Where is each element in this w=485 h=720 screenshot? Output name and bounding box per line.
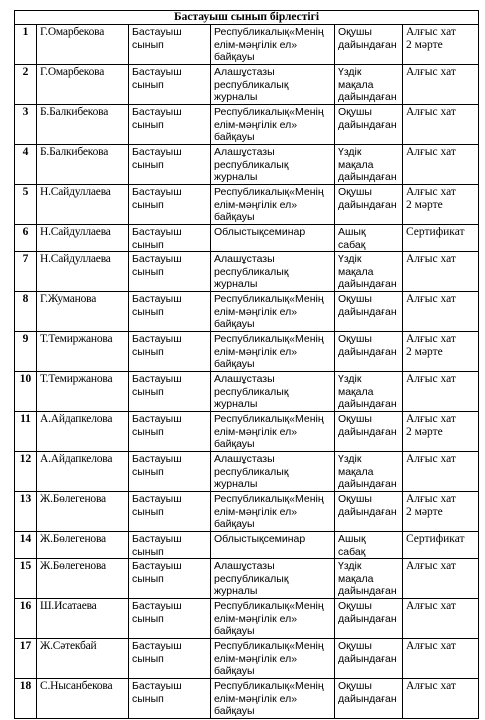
teacher-name: Н.Сайдуллаева [37, 252, 129, 292]
level-line: сынып [132, 692, 164, 705]
row-number: 7 [15, 252, 37, 292]
row-number: 9 [15, 332, 37, 372]
event-line: республикалық [214, 265, 289, 278]
table-row [15, 639, 479, 679]
role-line: мақала [338, 158, 374, 171]
role-line: дайындаған [338, 305, 397, 318]
row-number: 13 [15, 492, 37, 532]
event-line: республикалық [214, 385, 289, 398]
level-line: сынып [132, 652, 164, 665]
event-cell [211, 145, 335, 185]
role-cell [335, 372, 403, 412]
role-line: дайындаған [338, 171, 397, 183]
level-cell [129, 65, 211, 105]
level-line: Бастауыш [132, 66, 182, 78]
teacher-name: Г.Омарбекова [37, 25, 129, 65]
level-cell [129, 225, 211, 252]
role-line: дайындаған [338, 612, 397, 625]
role-cell [335, 532, 403, 559]
event-line: елім-мәңгілік ел» [214, 345, 298, 358]
role-line: дайындаған [338, 398, 397, 410]
event-line: байқауы [214, 705, 255, 717]
level-cell [129, 292, 211, 332]
event-line: Алашұстазы [214, 146, 275, 158]
event-line: байқауы [214, 518, 255, 530]
row-number: 6 [15, 225, 37, 252]
level-line: Бастауыш [132, 226, 182, 238]
event-cell [211, 25, 335, 65]
role-line: Оқушы [338, 680, 372, 692]
teacher-name: Ж.Бөлегенова [37, 559, 129, 599]
event-line: Алашұстазы [214, 253, 275, 265]
role-line: дайындаған [338, 198, 397, 211]
level-line: Бастауыш [132, 600, 182, 612]
teacher-name: А.Айдапкелова [37, 412, 129, 452]
level-line: Бастауыш [132, 146, 182, 158]
level-cell [129, 252, 211, 292]
award-cell [403, 252, 479, 292]
event-line: республикалық [214, 465, 289, 478]
teacher-name: Т.Темиржанова [37, 372, 129, 412]
event-line: журналы [214, 91, 258, 103]
event-line: байқауы [214, 131, 255, 143]
award-line: 2 мәрте [406, 199, 443, 211]
award-line: Алғыс хат [406, 333, 456, 345]
role-line: дайындаған [338, 38, 397, 51]
role-cell [335, 412, 403, 452]
table-row [15, 412, 479, 452]
level-line: Бастауыш [132, 453, 182, 465]
document-page [14, 10, 478, 719]
teacher-name: Ж.Бөлегенова [37, 492, 129, 532]
event-line: байқауы [214, 318, 255, 330]
event-line: Республикалық«Менің [214, 413, 324, 425]
teacher-name: Б.Балкибекова [37, 105, 129, 145]
row-number: 18 [15, 679, 37, 719]
level-line: Бастауыш [132, 533, 182, 545]
award-line: Алғыс хат [406, 66, 456, 78]
level-line: Бастауыш [132, 186, 182, 198]
table-row [15, 225, 479, 252]
award-line: 2 мәрте [406, 426, 443, 438]
role-line: Үздік [338, 373, 362, 385]
table-row [15, 559, 479, 599]
teacher-name: Г.Омарбекова [37, 65, 129, 105]
level-line: сынып [132, 345, 164, 358]
award-cell [403, 412, 479, 452]
table-row [15, 452, 479, 492]
role-line: Оқушы [338, 186, 372, 198]
award-cell [403, 185, 479, 225]
event-cell [211, 372, 335, 412]
event-line: Республикалық«Менің [214, 640, 324, 652]
event-line: елім-мәңгілік ел» [214, 38, 298, 51]
level-line: Бастауыш [132, 26, 182, 38]
level-line: сынып [132, 545, 164, 558]
role-line: Оқушы [338, 293, 372, 305]
role-line: Үздік [338, 146, 362, 158]
event-cell [211, 292, 335, 332]
role-line: мақала [338, 265, 374, 278]
role-cell [335, 145, 403, 185]
teacher-name: А.Айдапкелова [37, 452, 129, 492]
event-line: Алашұстазы [214, 560, 275, 572]
event-line: елім-мәңгілік ел» [214, 612, 298, 625]
event-line: журналы [214, 585, 258, 597]
role-line: дайындаған [338, 505, 397, 518]
table-body [15, 25, 479, 719]
event-line: Республикалық«Менің [214, 600, 324, 612]
level-cell [129, 532, 211, 559]
award-cell [403, 332, 479, 372]
level-line: сынып [132, 385, 164, 398]
award-line: Алғыс хат [406, 680, 456, 692]
level-line: Бастауыш [132, 373, 182, 385]
event-line: байқауы [214, 51, 255, 63]
level-line: Бастауыш [132, 640, 182, 652]
table-row [15, 65, 479, 105]
role-cell [335, 679, 403, 719]
level-cell [129, 412, 211, 452]
level-line: сынып [132, 505, 164, 518]
award-line: Алғыс хат [406, 640, 456, 652]
level-line: Бастауыш [132, 333, 182, 345]
table-row [15, 252, 479, 292]
level-line: Бастауыш [132, 106, 182, 118]
event-line: байқауы [214, 438, 255, 450]
event-line: Облыстықсеминар [214, 533, 306, 545]
role-cell [335, 65, 403, 105]
role-cell [335, 492, 403, 532]
role-line: Үздік [338, 453, 362, 465]
award-line: Алғыс хат [406, 146, 456, 158]
role-line: дайындаған [338, 425, 397, 438]
award-line: 2 мәрте [406, 346, 443, 358]
award-cell [403, 65, 479, 105]
event-line: Алашұстазы [214, 66, 275, 78]
role-line: дайындаған [338, 652, 397, 665]
award-cell [403, 599, 479, 639]
row-number: 3 [15, 105, 37, 145]
role-cell [335, 185, 403, 225]
level-cell [129, 25, 211, 65]
level-line: сынып [132, 238, 164, 251]
level-cell [129, 492, 211, 532]
level-line: сынып [132, 265, 164, 278]
event-cell [211, 532, 335, 559]
award-cell [403, 292, 479, 332]
event-cell [211, 185, 335, 225]
table-row [15, 599, 479, 639]
award-cell [403, 145, 479, 185]
event-cell [211, 639, 335, 679]
table-row [15, 332, 479, 372]
role-line: мақала [338, 572, 374, 585]
event-line: Алашұстазы [214, 373, 275, 385]
role-cell [335, 452, 403, 492]
role-cell [335, 332, 403, 372]
level-line: сынып [132, 612, 164, 625]
role-cell [335, 292, 403, 332]
table-row [15, 292, 479, 332]
teacher-name: Г.Жуманова [37, 292, 129, 332]
level-cell [129, 599, 211, 639]
event-line: байқауы [214, 211, 255, 223]
event-line: елім-мәңгілік ел» [214, 118, 298, 131]
teacher-name: Ж.Сәтекбай [37, 639, 129, 679]
event-line: елім-мәңгілік ел» [214, 692, 298, 705]
level-line: сынып [132, 158, 164, 171]
event-line: байқауы [214, 665, 255, 677]
level-line: сынып [132, 425, 164, 438]
award-line: Алғыс хат [406, 493, 456, 505]
role-line: дайындаған [338, 278, 397, 290]
award-line: 2 мәрте [406, 506, 443, 518]
award-cell [403, 639, 479, 679]
event-line: Республикалық«Менің [214, 493, 324, 505]
event-line: Республикалық«Менің [214, 186, 324, 198]
role-line: сабақ [338, 238, 366, 251]
award-line: Алғыс хат [406, 413, 456, 425]
role-cell [335, 559, 403, 599]
event-line: республикалық [214, 158, 289, 171]
event-line: журналы [214, 278, 258, 290]
event-line: республикалық [214, 572, 289, 585]
role-line: мақала [338, 465, 374, 478]
row-number: 8 [15, 292, 37, 332]
event-line: Республикалық«Менің [214, 293, 324, 305]
role-line: Оқушы [338, 640, 372, 652]
level-cell [129, 559, 211, 599]
teacher-name: Б.Балкибекова [37, 145, 129, 185]
role-line: дайындаған [338, 345, 397, 358]
event-line: елім-мәңгілік ел» [214, 425, 298, 438]
title-row [15, 11, 479, 25]
event-line: республикалық [214, 78, 289, 91]
role-line: Үздік [338, 560, 362, 572]
role-line: Үздік [338, 66, 362, 78]
row-number: 10 [15, 372, 37, 412]
table-row [15, 25, 479, 65]
event-cell [211, 105, 335, 145]
row-number: 2 [15, 65, 37, 105]
award-line: Алғыс хат [406, 560, 456, 572]
event-cell [211, 679, 335, 719]
association-table [14, 10, 479, 719]
event-cell [211, 332, 335, 372]
role-line: Оқушы [338, 106, 372, 118]
event-line: елім-мәңгілік ел» [214, 198, 298, 211]
role-line: Оқушы [338, 333, 372, 345]
teacher-name: Н.Сайдуллаева [37, 225, 129, 252]
level-cell [129, 185, 211, 225]
role-cell [335, 599, 403, 639]
role-line: мақала [338, 78, 374, 91]
teacher-name: С.Нысанбекова [37, 679, 129, 719]
table-title: Бастауыш сынып бірлестігі [15, 11, 479, 25]
event-line: Республикалық«Менің [214, 333, 324, 345]
table-row [15, 372, 479, 412]
event-line: Облыстықсеминар [214, 226, 306, 238]
level-line: Бастауыш [132, 680, 182, 692]
level-line: Бастауыш [132, 413, 182, 425]
table-row [15, 145, 479, 185]
role-line: Ашық [338, 226, 366, 238]
role-line: Оқушы [338, 600, 372, 612]
level-cell [129, 452, 211, 492]
role-cell [335, 105, 403, 145]
event-cell [211, 599, 335, 639]
award-line: Алғыс хат [406, 293, 456, 305]
level-line: сынып [132, 305, 164, 318]
teacher-name: Ж.Бөлегенова [37, 532, 129, 559]
award-cell [403, 492, 479, 532]
event-cell [211, 559, 335, 599]
level-cell [129, 105, 211, 145]
row-number: 11 [15, 412, 37, 452]
row-number: 1 [15, 25, 37, 65]
event-line: елім-мәңгілік ел» [214, 305, 298, 318]
level-cell [129, 332, 211, 372]
role-line: Оқушы [338, 493, 372, 505]
table-row [15, 492, 479, 532]
event-line: байқауы [214, 625, 255, 637]
event-line: елім-мәңгілік ел» [214, 652, 298, 665]
award-line: Алғыс хат [406, 453, 456, 465]
role-line: дайындаған [338, 585, 397, 597]
level-cell [129, 145, 211, 185]
role-line: Оқушы [338, 26, 372, 38]
role-line: сабақ [338, 545, 366, 558]
role-line: дайындаған [338, 118, 397, 131]
role-cell [335, 252, 403, 292]
role-line: Үздік [338, 253, 362, 265]
teacher-name: Н.Сайдуллаева [37, 185, 129, 225]
award-line: Сертификат [406, 226, 465, 238]
role-cell [335, 225, 403, 252]
event-cell [211, 225, 335, 252]
event-line: байқауы [214, 358, 255, 370]
row-number: 5 [15, 185, 37, 225]
row-number: 12 [15, 452, 37, 492]
award-cell [403, 225, 479, 252]
event-line: Алашұстазы [214, 453, 275, 465]
level-line: сынып [132, 198, 164, 211]
event-line: Республикалық«Менің [214, 106, 324, 118]
award-line: 2 мәрте [406, 39, 443, 51]
award-line: Алғыс хат [406, 373, 456, 385]
award-cell [403, 372, 479, 412]
event-cell [211, 65, 335, 105]
row-number: 4 [15, 145, 37, 185]
level-line: сынып [132, 78, 164, 91]
role-line: Оқушы [338, 413, 372, 425]
table-row [15, 185, 479, 225]
row-number: 15 [15, 559, 37, 599]
level-line: Бастауыш [132, 493, 182, 505]
row-number: 17 [15, 639, 37, 679]
event-line: журналы [214, 171, 258, 183]
level-line: Бастауыш [132, 560, 182, 572]
event-line: елім-мәңгілік ел» [214, 505, 298, 518]
role-line: дайындаған [338, 91, 397, 103]
award-line: Алғыс хат [406, 106, 456, 118]
level-cell [129, 639, 211, 679]
event-cell [211, 412, 335, 452]
award-cell [403, 452, 479, 492]
award-line: Сертификат [406, 533, 465, 545]
level-line: сынып [132, 465, 164, 478]
event-line: журналы [214, 478, 258, 490]
row-number: 16 [15, 599, 37, 639]
award-line: Алғыс хат [406, 26, 456, 38]
role-cell [335, 639, 403, 679]
award-cell [403, 679, 479, 719]
role-line: Ашық [338, 533, 366, 545]
award-line: Алғыс хат [406, 600, 456, 612]
table-row [15, 679, 479, 719]
event-line: журналы [214, 398, 258, 410]
role-cell [335, 25, 403, 65]
event-cell [211, 492, 335, 532]
row-number: 14 [15, 532, 37, 559]
level-line: Бастауыш [132, 253, 182, 265]
teacher-name: Ш.Исатаева [37, 599, 129, 639]
level-line: сынып [132, 118, 164, 131]
role-line: дайындаған [338, 478, 397, 490]
table-row [15, 105, 479, 145]
table-row [15, 532, 479, 559]
level-line: сынып [132, 572, 164, 585]
level-cell [129, 679, 211, 719]
event-cell [211, 452, 335, 492]
award-cell [403, 559, 479, 599]
teacher-name: Т.Темиржанова [37, 332, 129, 372]
event-cell [211, 252, 335, 292]
award-line: Алғыс хат [406, 186, 456, 198]
event-line: Республикалық«Менің [214, 680, 324, 692]
event-line: Республикалық«Менің [214, 26, 324, 38]
award-cell [403, 105, 479, 145]
award-cell [403, 532, 479, 559]
level-line: сынып [132, 38, 164, 51]
role-line: дайындаған [338, 692, 397, 705]
award-cell [403, 25, 479, 65]
award-line: Алғыс хат [406, 253, 456, 265]
level-line: Бастауыш [132, 293, 182, 305]
role-line: мақала [338, 385, 374, 398]
level-cell [129, 372, 211, 412]
